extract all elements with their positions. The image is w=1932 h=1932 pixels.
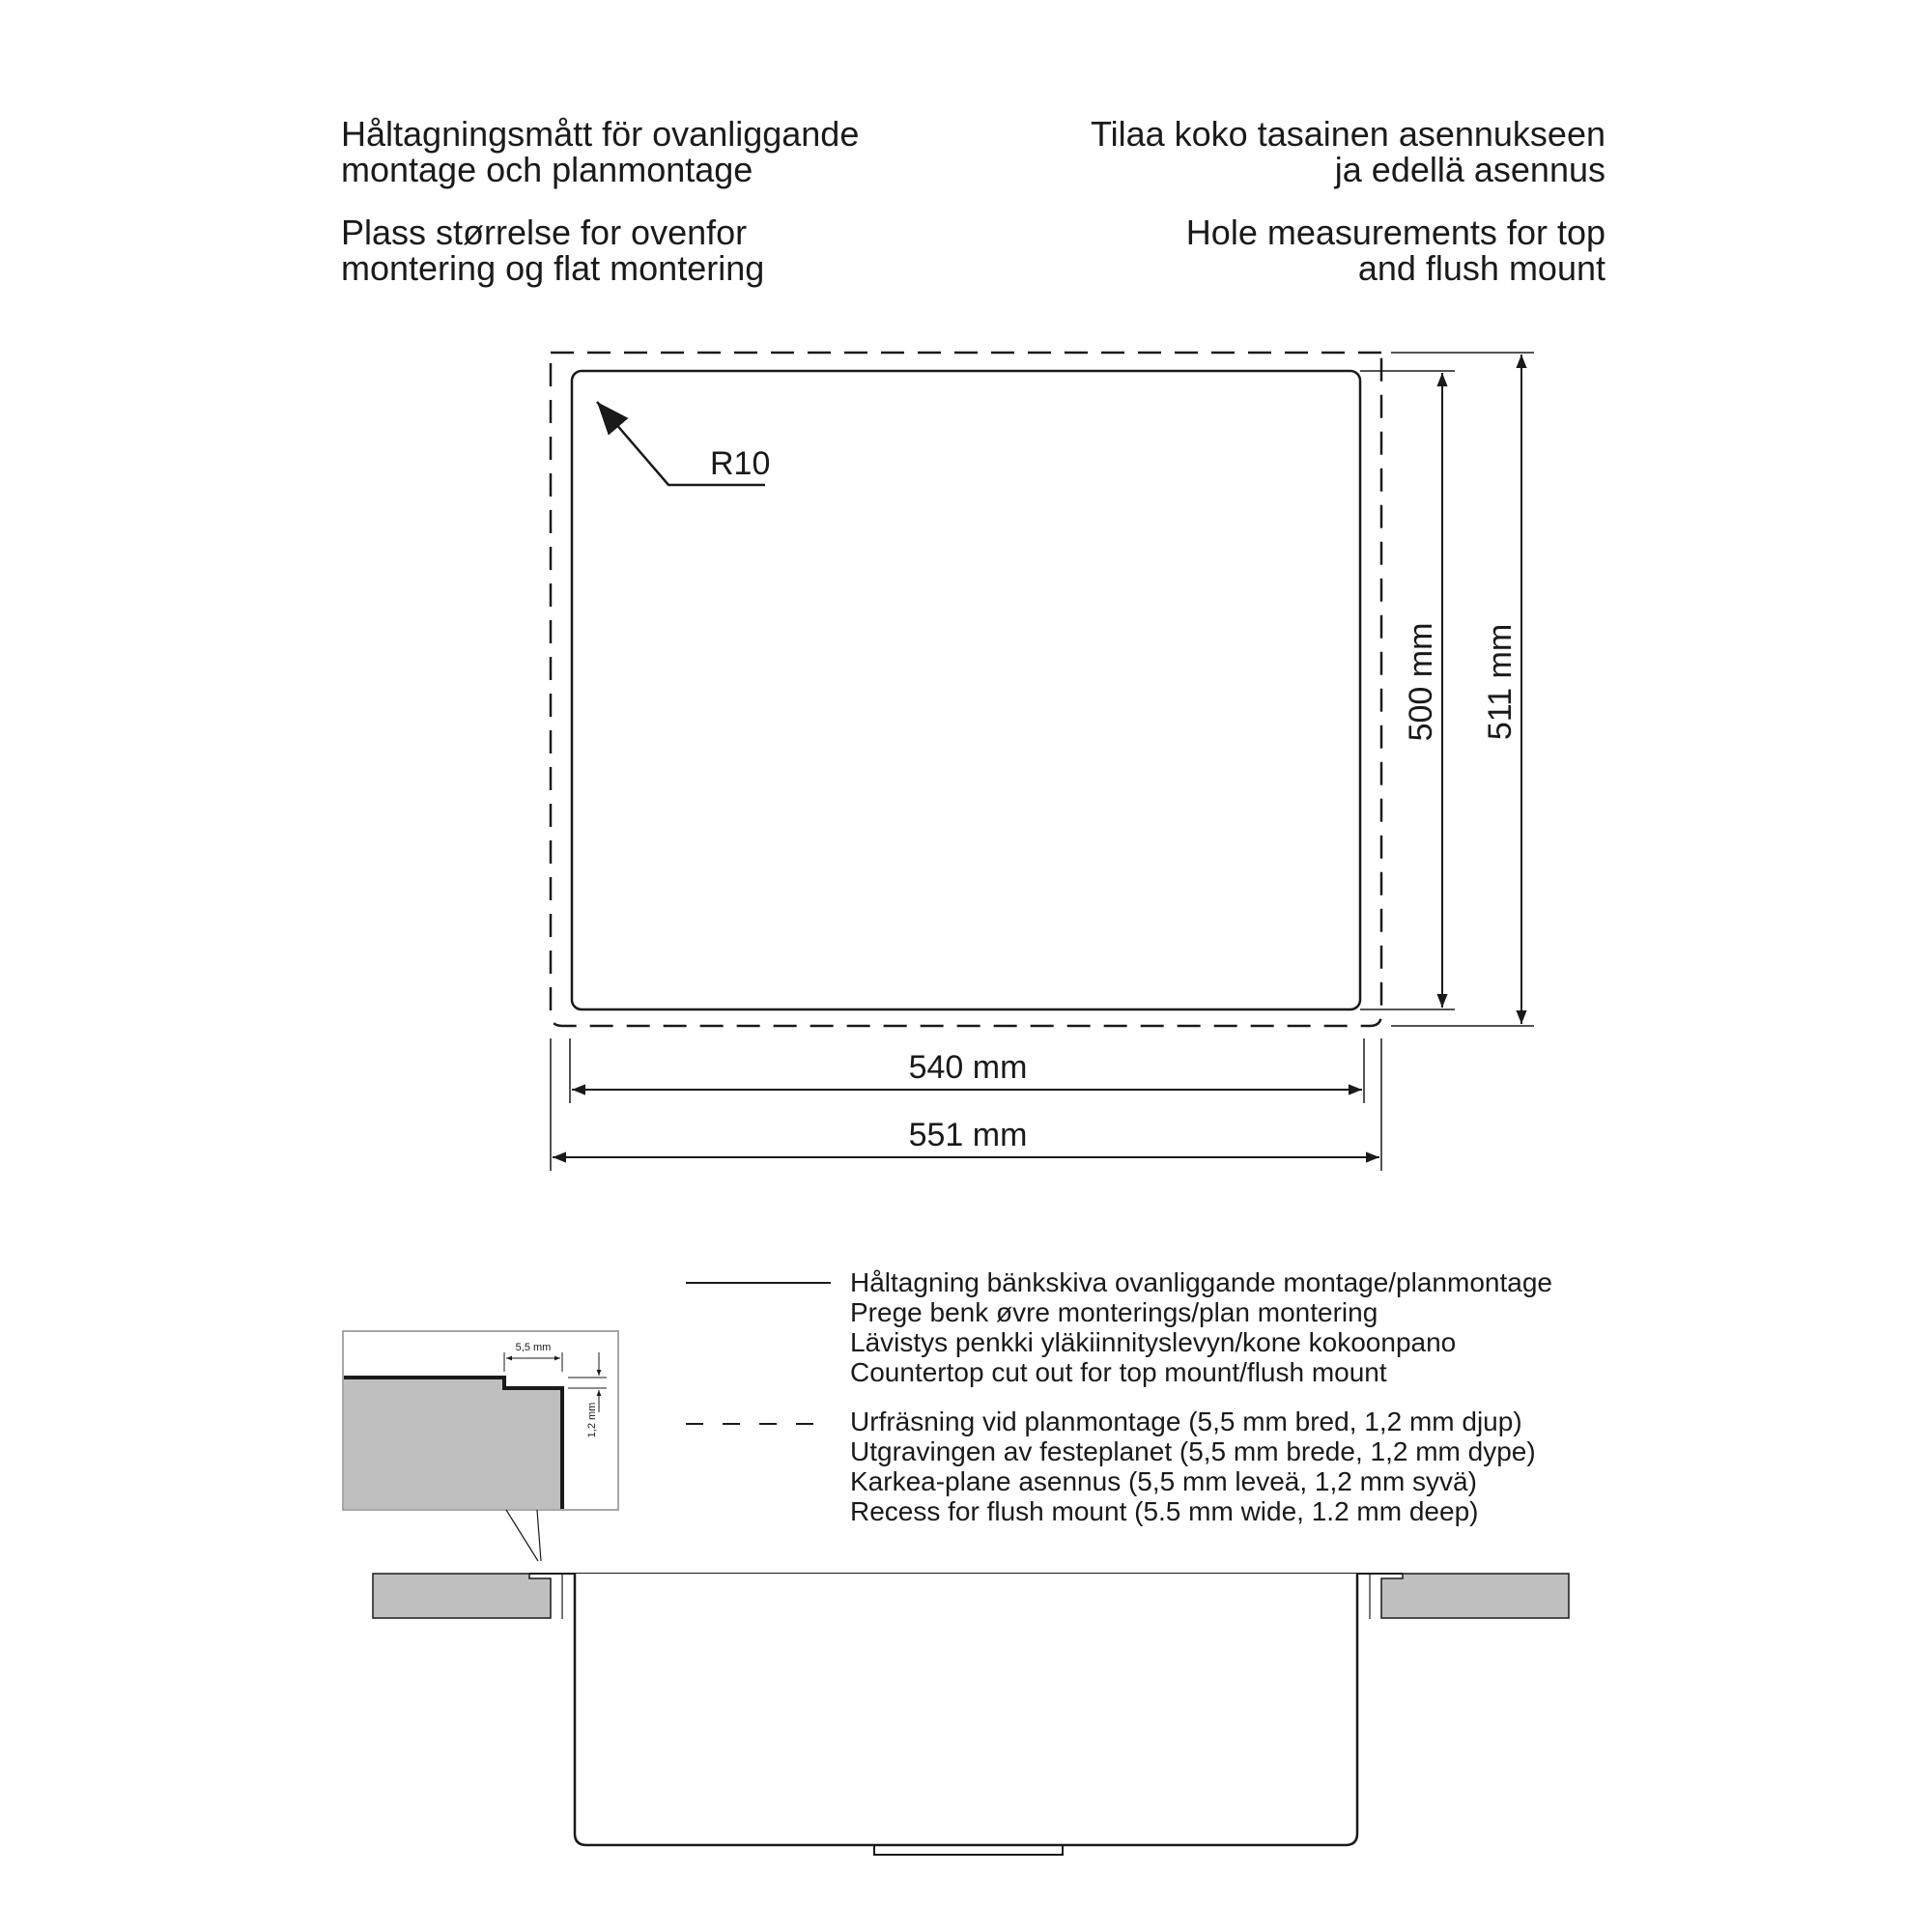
detail-callout-line-left (506, 1510, 538, 1561)
header-finnish-line-1: Tilaa koko tasainen asennukseen (1090, 114, 1605, 154)
legend-solid-text (850, 1267, 1552, 1387)
legend-dashed-finnish: Karkea-plane asennus (5,5 mm leveä, 1,2 mm syvä) (850, 1466, 1477, 1496)
legend-solid-swedish: Håltagning bänkskiva ovanliggande montage/planmontage (850, 1267, 1552, 1297)
dim-label-511: 511 mm (1482, 623, 1519, 741)
legend-solid-norwegian: Prege benk øvre monterings/plan montering (850, 1297, 1378, 1327)
detail-width-label: 5,5 mm (515, 1342, 552, 1353)
recess-outline-dashed (551, 353, 1381, 1026)
sink-bowl (575, 1574, 1357, 1845)
legend-solid-english: Countertop cut out for top mount/flush mount (850, 1357, 1387, 1387)
detail-countertop-section (344, 1379, 562, 1509)
legend-solid-finnish: Lävistys penkki yläkiinnityslevyn/kone kokoonpano (850, 1327, 1457, 1357)
header-norwegian-line-2: montering og flat montering (341, 248, 765, 288)
countertop-left (373, 1574, 551, 1618)
radius-label: R10 (710, 445, 771, 482)
header-swedish-line-2: montage och planmontage (341, 150, 753, 189)
detail-depth-label: 1,2 mm (586, 1402, 598, 1438)
cutout-outline-solid (572, 371, 1360, 1009)
recess-detail-inset (343, 1331, 618, 1510)
legend-dashed-english: Recess for flush mount (5.5 mm wide, 1.2 mm deep) (850, 1496, 1479, 1526)
header-norwegian-line-1: Plass størrelse for ovenfor (341, 213, 748, 252)
dim-label-540: 540 mm (908, 1049, 1028, 1086)
dim-label-551: 551 mm (908, 1117, 1028, 1153)
legend-dashed-norwegian: Utgravingen av festeplanet (5,5 mm brede, 1,2 mm dype) (850, 1436, 1536, 1466)
header-english-line-1: Hole measurements for top (1185, 213, 1605, 252)
header-swedish-line-1: Håltagningsmått för ovanliggande (341, 114, 860, 154)
legend-dashed-swedish: Urfräsning vid planmontage (5,5 mm bred, 1,2 mm djup) (850, 1406, 1522, 1436)
sink-drain (874, 1845, 1063, 1855)
header-english-line-2: and flush mount (1357, 248, 1605, 288)
countertop-right (1381, 1574, 1569, 1618)
detail-callout-line-right (537, 1510, 541, 1561)
legend-dashed-text (850, 1406, 1536, 1526)
dim-label-500: 500 mm (1403, 622, 1439, 742)
header-finnish-line-2: ja edellä asennus (1334, 150, 1605, 189)
